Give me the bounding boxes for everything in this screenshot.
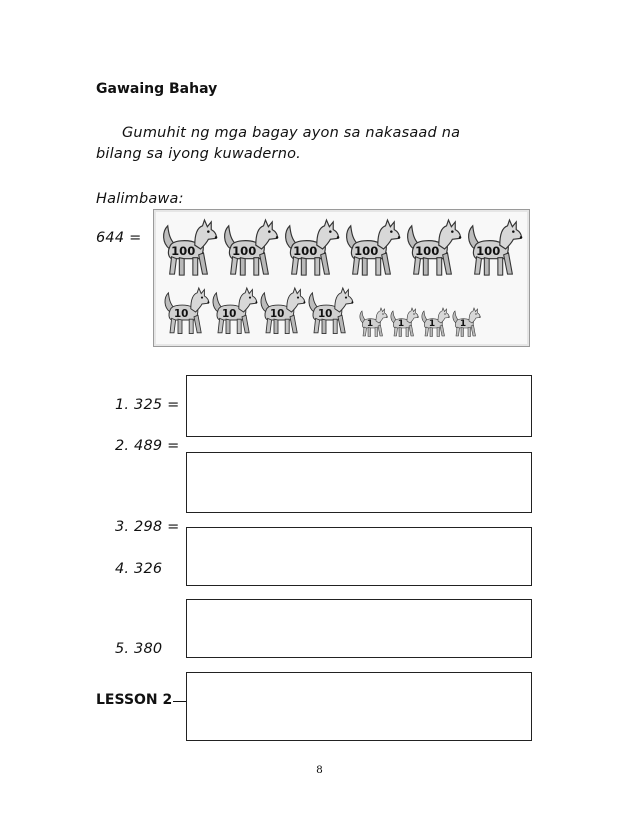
dog-value-label: 100 (293, 243, 318, 258)
hundred-dog-icon (282, 216, 340, 282)
dog-figure (343, 216, 401, 286)
one-dog-icon (451, 306, 481, 340)
example-image (153, 209, 530, 347)
item-3-label: 3. 298 = (115, 519, 180, 535)
hundred-dog-icon (404, 216, 462, 282)
dog-value-label: 1 (459, 319, 467, 329)
answer-box-4[interactable] (186, 599, 532, 658)
hundred-dog-icon (221, 216, 279, 282)
example-number: 644 = (96, 230, 142, 246)
page-number: 8 (316, 764, 323, 776)
item-1-label: 1. 325 = (115, 397, 180, 413)
one-dog-icon (389, 306, 419, 340)
item-4-label: 4. 326 (115, 561, 163, 577)
item-5-label: 5. 380 (115, 641, 163, 657)
instruction-line-1: Gumuhit ng mga bagay ayon sa nakasaad na (122, 125, 461, 141)
dog-figure (404, 216, 462, 286)
item-2-label: 2. 489 = (115, 438, 180, 454)
hundred-dog-icon (160, 216, 218, 282)
dog-value-label: 10 (317, 307, 333, 320)
dog-figure (210, 286, 258, 342)
dog-value-label: 100 (415, 243, 440, 258)
one-dog-icon (420, 306, 450, 340)
dog-figure (162, 286, 210, 342)
dog-figure (451, 306, 481, 344)
answer-box-2[interactable] (186, 452, 532, 513)
dog-figure (258, 286, 306, 342)
page-title: Gawaing Bahay (96, 81, 218, 97)
dog-value-label: 100 (354, 243, 379, 258)
dog-figure (389, 306, 419, 344)
example-label: Halimbawa: (96, 191, 184, 207)
instruction-line-2: bilang sa iyong kuwaderno. (96, 146, 301, 162)
dog-value-label: 10 (173, 307, 189, 320)
hundred-dog-icon (465, 216, 523, 282)
dog-value-label: 100 (476, 243, 501, 258)
dog-figure (282, 216, 340, 286)
dog-figure (465, 216, 523, 286)
dog-figure (221, 216, 279, 286)
lesson-dash (173, 701, 186, 702)
hundred-dog-icon (343, 216, 401, 282)
answer-box-5[interactable] (186, 672, 532, 741)
one-dog-icon (358, 306, 388, 340)
ten-dog-icon (210, 286, 258, 338)
ten-dog-icon (162, 286, 210, 338)
answer-box-1[interactable] (186, 375, 532, 437)
dog-figure (306, 286, 354, 342)
dog-value-label: 10 (221, 307, 237, 320)
dog-value-label: 1 (397, 319, 405, 329)
ten-dog-icon (258, 286, 306, 338)
dog-value-label: 10 (269, 307, 285, 320)
lesson-heading: LESSON 2 (96, 692, 173, 708)
ten-dog-icon (306, 286, 354, 338)
dog-figure (358, 306, 388, 344)
dog-figure (420, 306, 450, 344)
dog-figure (160, 216, 218, 286)
dog-value-label: 1 (428, 319, 436, 329)
answer-box-3[interactable] (186, 527, 532, 586)
dog-value-label: 100 (171, 243, 196, 258)
dog-value-label: 1 (366, 319, 374, 329)
dog-value-label: 100 (232, 243, 257, 258)
